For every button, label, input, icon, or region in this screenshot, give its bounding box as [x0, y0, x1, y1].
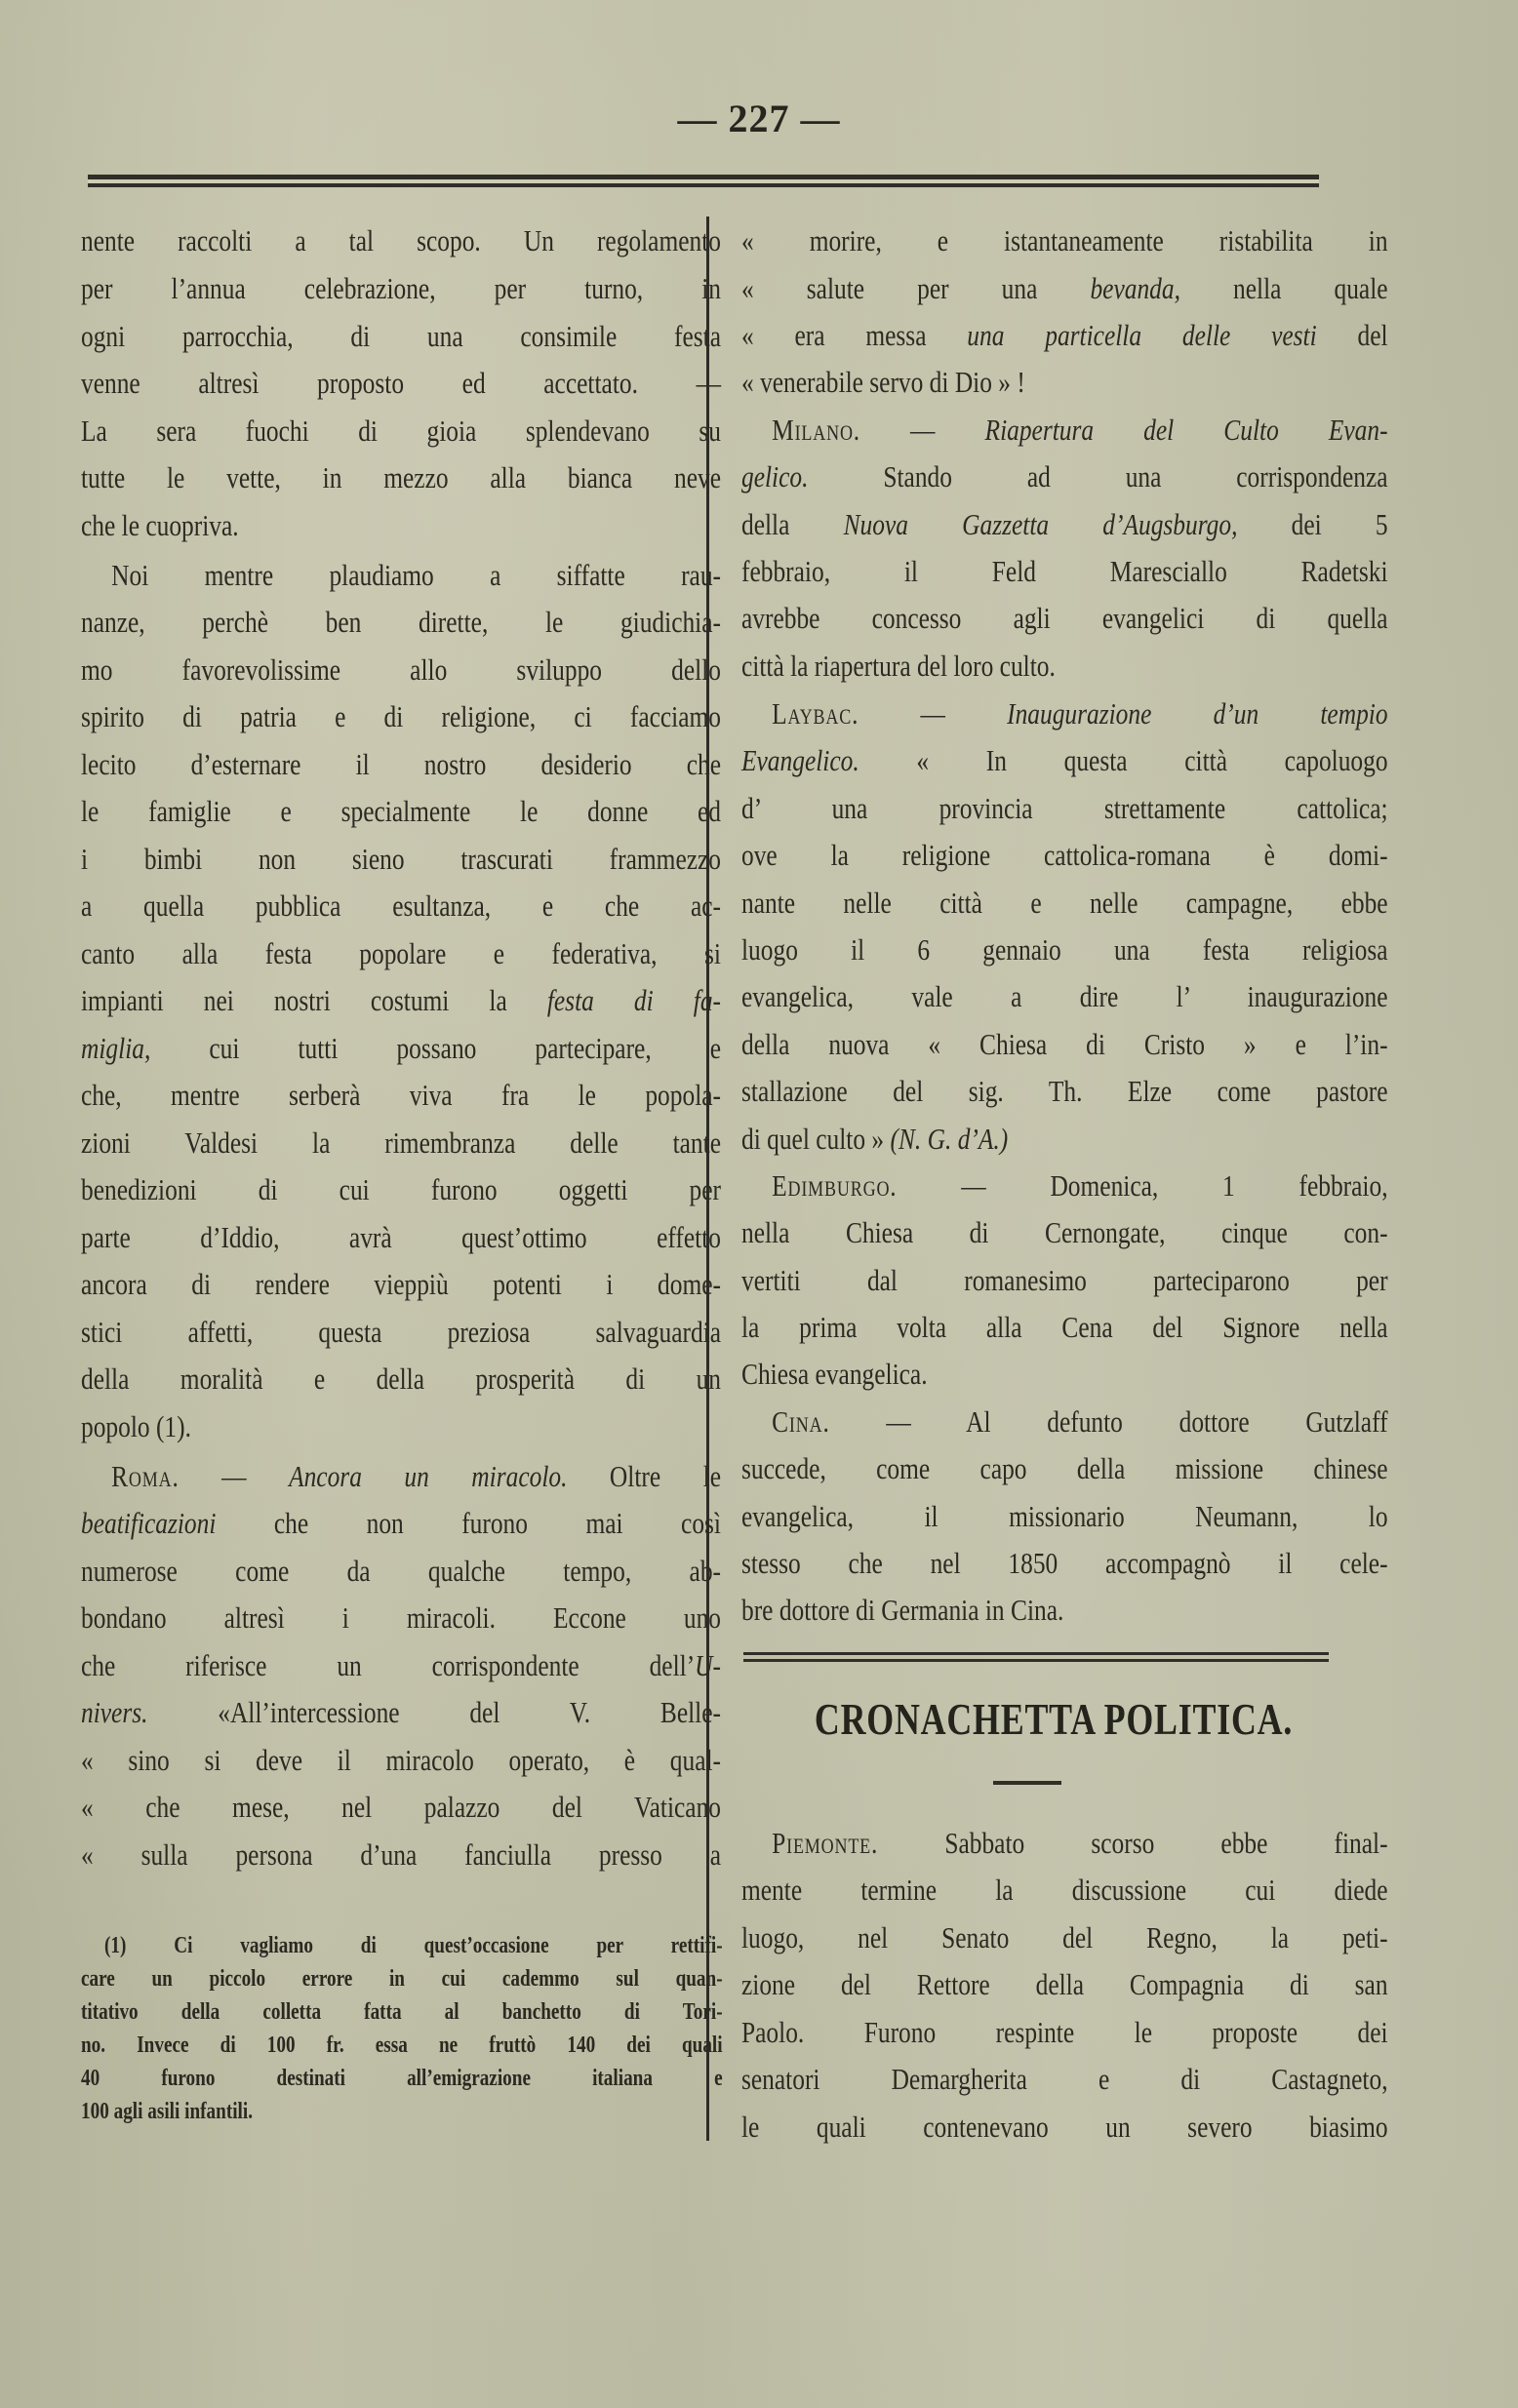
text-line [741, 741, 1388, 780]
text-line: numerose come da qualche tempo, ab- [81, 1554, 721, 1588]
text-run: Sabbato scorso ebbe final- [878, 1826, 1388, 1860]
text-run: che non furono mai così [216, 1506, 721, 1540]
source-citation: (N. G. d’A.) [890, 1122, 1009, 1156]
text-line [81, 1693, 721, 1732]
text-run: « era messa [741, 318, 968, 352]
text-line: evangelica, il missionario Neumann, lo [741, 1499, 1388, 1533]
text-line: Noi mentre plaudiamo a siffatte rau- [111, 558, 721, 592]
text-line: La sera fuochi di gioia splendevano su [81, 414, 721, 448]
text-line: le quali contenevano un severo biasimo [741, 2110, 1388, 2144]
footnote-line: care un piccolo errore in cui cademmo sul quan- [81, 1966, 723, 1992]
text-line: evangelica, vale a dire l’ inaugurazione [741, 979, 1388, 1013]
text-line: « sino si deve il miracolo operato, è qual- [81, 1743, 721, 1777]
text-line: benedizioni di cui furono oggetti per [81, 1172, 721, 1206]
italic-title: Inaugurazione d’un tempio [1007, 696, 1388, 730]
text-line [741, 1402, 1388, 1441]
text-line [741, 505, 1388, 544]
text-run: — Al defunto dottore Gutzlaff [829, 1404, 1388, 1439]
text-run: Oltre le [567, 1459, 721, 1493]
footnote-line: 100 agli asili infantili. [81, 2099, 254, 2124]
text-run: « salute per una [741, 271, 1091, 305]
text-run: dei 5 [1237, 507, 1388, 541]
text-run: impianti nei nostri costumi la [81, 983, 547, 1017]
text-line: Paolo. Furono respinte le proposte dei [741, 2015, 1388, 2049]
section-heading: CRONACHETTA POLITICA. [814, 1694, 1294, 1744]
italic-title: Evangelico. [741, 743, 859, 777]
text-line: parte d’Iddio, avrà quest’ottimo effetto [81, 1220, 721, 1254]
text-line: zione del Rettore della Compagnia di san [741, 1967, 1388, 2001]
text-line: zioni Valdesi la rimembranza delle tante [81, 1125, 721, 1160]
text-line: ogni parrocchia, di una consimile festa [81, 319, 721, 353]
text-run: che riferisce un corrispondente dell’ [81, 1648, 696, 1682]
text-line: stici affetti, questa preziosa salvaguardia [81, 1315, 721, 1349]
place-name: Laybac. [772, 696, 859, 730]
place-name: Milano. [772, 413, 860, 447]
text-line [81, 1504, 721, 1543]
text-line [741, 411, 1388, 450]
text-run: — Domenica, 1 febbraio, [897, 1168, 1388, 1203]
text-line: della moralità e della prosperità di un [81, 1362, 721, 1396]
text-line: mo favorevolissime allo sviluppo dello [81, 652, 721, 687]
dash: — [179, 1459, 290, 1493]
text-line: spirito di patria e di religione, ci facciamo [81, 699, 721, 733]
text-line: vertiti dal romanesimo parteciparono per [741, 1263, 1388, 1297]
text-run: di quel culto » [741, 1122, 891, 1156]
text-line [741, 1824, 1388, 1863]
text-line: senatori Demargherita e di Castagneto, [741, 2062, 1388, 2096]
text-run: « In questa città capoluogo [859, 743, 1388, 777]
text-line: « morire, e istantaneamente ristabilita in [741, 223, 1388, 257]
text-run: cui tutti possano partecipare, e [150, 1031, 722, 1065]
text-line: popolo (1). [81, 1409, 191, 1443]
text-run: «All’intercessione del V. Belle- [147, 1695, 722, 1729]
text-line: bondano altresì i miracoli. Eccone uno [81, 1600, 721, 1635]
text-line [741, 1166, 1388, 1205]
text-run: Stando ad una corrispondenza [808, 459, 1388, 493]
place-name: Cina. [772, 1404, 830, 1439]
dash: — [859, 696, 1008, 730]
text-line: canto alla festa popolare e federativa, si [81, 936, 721, 970]
text-line [81, 1029, 721, 1068]
text-line: bre dottore di Germania in Cina. [741, 1593, 1064, 1627]
text-line [741, 694, 1388, 733]
text-line [741, 316, 1388, 355]
text-line: febbraio, il Feld Maresciallo Radetski [741, 554, 1388, 588]
text-line: succede, come capo della missione chinese [741, 1451, 1388, 1485]
text-line [741, 1120, 1388, 1159]
text-line: ancora di rendere vieppiù potenti i dome- [81, 1267, 721, 1301]
text-line [741, 269, 1388, 308]
text-line: « sulla persona d’una fanciulla presso a [81, 1837, 721, 1872]
italic-phrase: beatificazioni [81, 1506, 217, 1540]
text-line [81, 1457, 721, 1496]
text-line: d’ una provincia strettamente cattolica; [741, 791, 1388, 825]
text-line: mente termine la discussione cui diede [741, 1873, 1388, 1907]
italic-title: Riapertura del Culto Evan- [984, 413, 1388, 447]
italic-phrase: una particella delle vesti [967, 318, 1317, 352]
text-line: nente raccolti a tal scopo. Un regolamento [81, 223, 721, 257]
text-run: nella quale [1179, 271, 1388, 305]
text-line: ove la religione cattolica-romana è domi- [741, 838, 1388, 872]
text-line: città la riapertura del loro culto. [741, 649, 1056, 683]
text-line: a quella pubblica esultanza, e che ac- [81, 888, 721, 923]
dash: — [859, 413, 985, 447]
italic-phrase: Nuova Gazzetta d’Augsburgo, [843, 507, 1238, 541]
text-line: venne altresì proposto ed accettato. — [81, 366, 721, 400]
text-line: le famiglie e specialmente le donne ed [81, 794, 721, 828]
text-run: del [1316, 318, 1388, 352]
text-line: i bimbi non sieno trascurati frammezzo [81, 842, 721, 876]
text-line: che le cuopriva. [81, 508, 239, 542]
text-line: nanze, perchè ben dirette, le giudichia- [81, 605, 721, 639]
heading-underline-rule [993, 1781, 1061, 1785]
header-double-rule [88, 175, 1319, 187]
text-line: luogo, nel Senato del Regno, la peti- [741, 1920, 1388, 1954]
text-line: « venerabile servo di Dio » ! [741, 365, 1025, 399]
italic-phrase: miglia, [81, 1031, 151, 1065]
text-line: « che mese, nel palazzo del Vaticano [81, 1790, 721, 1824]
text-line: lecito d’esternare il nostro desiderio che [81, 747, 721, 781]
italic-phrase: festa di fa- [546, 983, 721, 1017]
text-line: Chiesa evangelica. [741, 1357, 928, 1391]
text-line: per l’annua celebrazione, per turno, in [81, 271, 721, 305]
italic-title: Ancora un miracolo. [289, 1459, 568, 1493]
page-number: — 227 — [677, 97, 841, 140]
italic-title: gelico. [741, 459, 809, 493]
text-line [81, 981, 721, 1020]
text-run: della [741, 507, 844, 541]
footnote-line: titativo della colletta fatta al banchetto di Tori- [81, 1999, 723, 2025]
italic-phrase: bevanda, [1090, 271, 1180, 305]
text-line: della nuova « Chiesa di Cristo » e l’in- [741, 1027, 1388, 1061]
place-name: Piemonte. [772, 1826, 879, 1860]
italic-phrase: nivers. [81, 1695, 148, 1729]
place-name: Edimburgo. [772, 1168, 898, 1203]
text-line: tutte le vette, in mezzo alla bianca neve [81, 460, 721, 494]
text-line: stallazione del sig. Th. Elze come pastore [741, 1074, 1388, 1108]
text-line: nante nelle città e nelle campagne, ebbe [741, 886, 1388, 920]
place-name: Roma. [111, 1459, 180, 1493]
text-line [741, 457, 1388, 496]
footnote-line: no. Invece di 100 fr. essa ne fruttò 140 dei quali [81, 2033, 723, 2058]
text-line [81, 1646, 721, 1685]
text-line: che, mentre serberà viva fra le popola- [81, 1078, 721, 1112]
text-line: avrebbe concesso agli evangelici di quella [741, 601, 1388, 635]
text-line: luogo il 6 gennaio una festa religiosa [741, 932, 1388, 967]
footnote-line: 40 furono destinati all’emigrazione italiana e [81, 2066, 723, 2091]
italic-phrase: U- [695, 1648, 721, 1682]
footnote-line: (1) Ci vagliamo di quest’occasione per rettifi- [104, 1933, 723, 1958]
text-line: stesso che nel 1850 accompagnò il cele- [741, 1546, 1388, 1580]
text-line: nella Chiesa di Cernongate, cinque con- [741, 1215, 1388, 1249]
section-double-rule [743, 1652, 1329, 1662]
text-line: la prima volta alla Cena del Signore nella [741, 1310, 1388, 1344]
